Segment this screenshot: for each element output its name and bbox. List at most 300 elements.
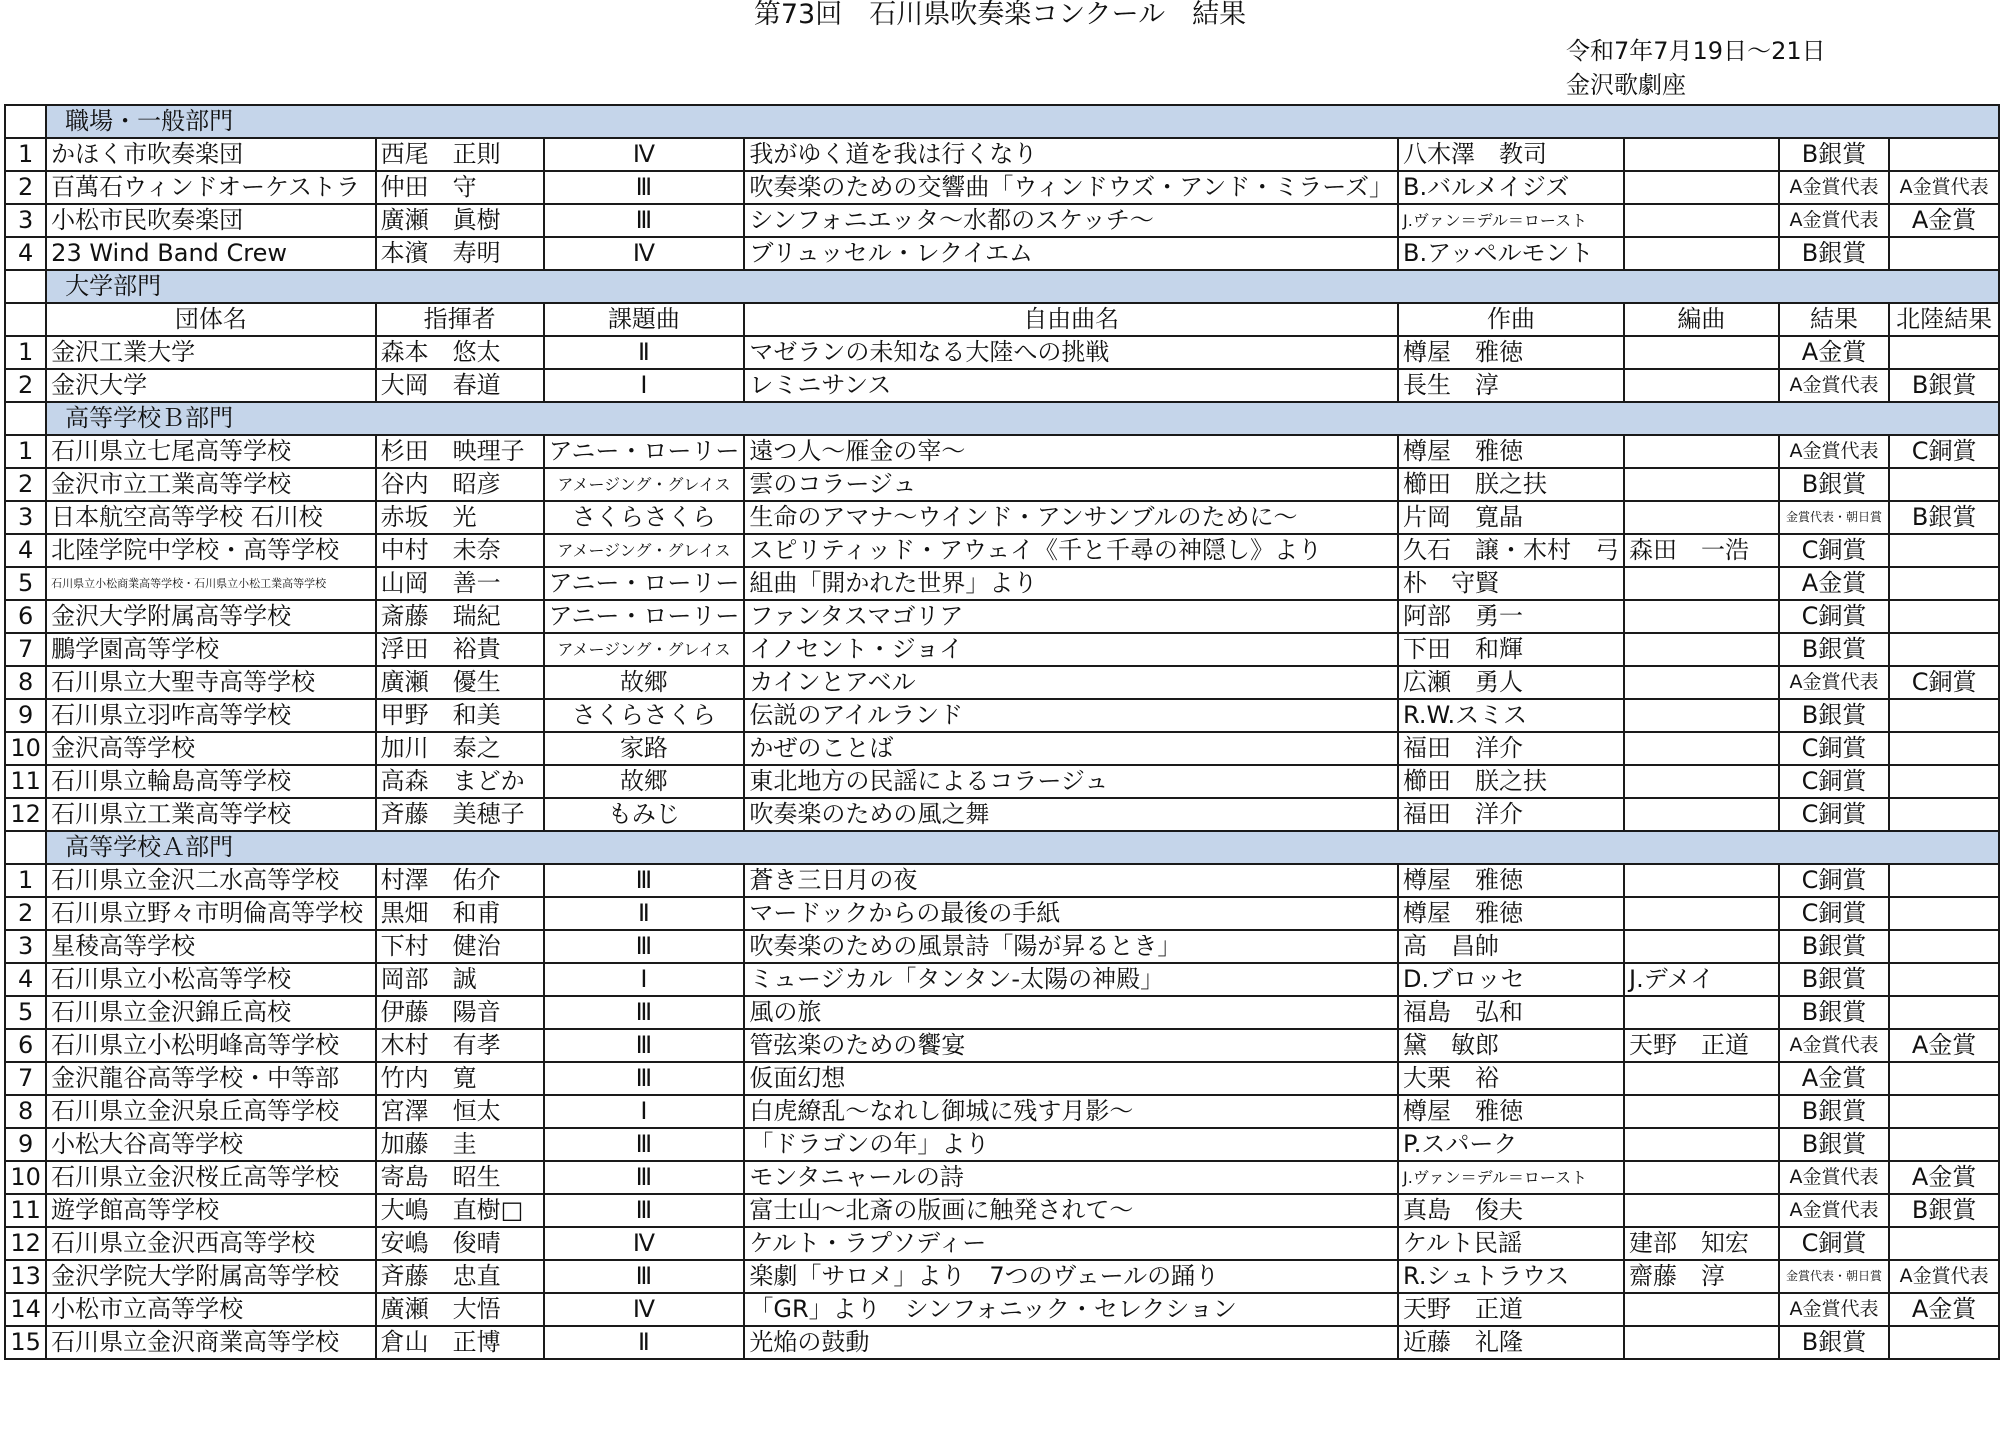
test-piece: Ⅲ <box>544 930 745 963</box>
test-piece: Ⅲ <box>544 1194 745 1227</box>
composer-name: 福田 洋介 <box>1398 798 1624 831</box>
test-piece: Ⅳ <box>544 1227 745 1260</box>
table-row <box>5 369 1999 402</box>
arranger-name <box>1624 1062 1779 1095</box>
section-title: 大学部門 <box>46 270 1999 303</box>
section-blank-cell <box>5 402 46 435</box>
result: A金賞代表 <box>1779 171 1889 204</box>
section-blank-cell <box>5 270 46 303</box>
composer-name: R.W.スミス <box>1398 699 1624 732</box>
test-piece: さくらさくら <box>544 501 745 534</box>
row-number: 2 <box>5 369 46 402</box>
conductor-name: 本濱 寿明 <box>376 237 544 270</box>
composer-name: 樽屋 雅徳 <box>1398 336 1624 369</box>
composer-name: 真島 俊夫 <box>1398 1194 1624 1227</box>
test-piece: Ⅳ <box>544 237 745 270</box>
free-piece: 楽劇「サロメ」より 7つのヴェールの踊り <box>744 1260 1398 1293</box>
conductor-name: 寄島 昭生 <box>376 1161 544 1194</box>
arranger-name <box>1624 171 1779 204</box>
group-name: 金沢大学 <box>46 369 375 402</box>
arranger-name: 建部 知宏 <box>1624 1227 1779 1260</box>
test-piece: アメージング・グレイス <box>544 633 745 666</box>
composer-name: 樽屋 雅徳 <box>1398 897 1624 930</box>
arranger-name <box>1624 501 1779 534</box>
conductor-name: 斎藤 瑞紀 <box>376 600 544 633</box>
result: A金賞代表 <box>1779 1029 1889 1062</box>
arranger-name <box>1624 435 1779 468</box>
result: C銅賞 <box>1779 798 1889 831</box>
arranger-name <box>1624 1128 1779 1161</box>
free-piece: 吹奏楽のための風景詩「陽が昇るとき」 <box>744 930 1398 963</box>
test-piece: Ⅲ <box>544 1062 745 1095</box>
conductor-name: 山岡 善一 <box>376 567 544 600</box>
row-number: 2 <box>5 897 46 930</box>
section-title: 高等学校Ａ部門 <box>46 831 1999 864</box>
conductor-name: 竹内 寛 <box>376 1062 544 1095</box>
test-piece: アニー・ローリー <box>544 435 745 468</box>
result: A金賞代表 <box>1779 1194 1889 1227</box>
arranger-name: 森田 一浩 <box>1624 534 1779 567</box>
table-row <box>5 1260 1999 1293</box>
table-row <box>5 600 1999 633</box>
row-number: 3 <box>5 501 46 534</box>
free-piece: かぜのことば <box>744 732 1398 765</box>
test-piece: Ⅰ <box>544 369 745 402</box>
table-row <box>5 699 1999 732</box>
test-piece: Ⅲ <box>544 864 745 897</box>
result: C銅賞 <box>1779 534 1889 567</box>
composer-name: 広瀬 勇人 <box>1398 666 1624 699</box>
arranger-name <box>1624 666 1779 699</box>
conductor-name: 大嶋 直樹□ <box>376 1194 544 1227</box>
test-piece: Ⅲ <box>544 1260 745 1293</box>
composer-name: 長生 淳 <box>1398 369 1624 402</box>
conductor-name: 廣瀬 大悟 <box>376 1293 544 1326</box>
result: A金賞代表 <box>1779 1161 1889 1194</box>
conductor-name: 加川 泰之 <box>376 732 544 765</box>
composer-name: 阿部 勇一 <box>1398 600 1624 633</box>
table-row <box>5 1194 1999 1227</box>
header-composer: 作曲 <box>1398 303 1624 336</box>
row-number: 8 <box>5 1095 46 1128</box>
arranger-name <box>1624 1194 1779 1227</box>
free-piece: 吹奏楽のための交響曲「ウィンドウズ・アンド・ミラーズ」 <box>744 171 1398 204</box>
group-name: 遊学館高等学校 <box>46 1194 375 1227</box>
test-piece: 故郷 <box>544 765 745 798</box>
row-number: 11 <box>5 1194 46 1227</box>
conductor-name: 宮澤 恒太 <box>376 1095 544 1128</box>
group-name: 石川県立金沢商業高等学校 <box>46 1326 375 1359</box>
test-piece: Ⅲ <box>544 1128 745 1161</box>
table-row <box>5 996 1999 1029</box>
hokuriku-result <box>1889 996 1999 1029</box>
row-number: 11 <box>5 765 46 798</box>
hokuriku-result <box>1889 765 1999 798</box>
free-piece: 吹奏楽のための風之舞 <box>744 798 1398 831</box>
conductor-name: 廣瀬 優生 <box>376 666 544 699</box>
free-piece: マードックからの最後の手紙 <box>744 897 1398 930</box>
arranger-name <box>1624 996 1779 1029</box>
result: A金賞代表 <box>1779 369 1889 402</box>
section-blank-cell <box>5 831 46 864</box>
arranger-name <box>1624 897 1779 930</box>
result: B銀賞 <box>1779 237 1889 270</box>
composer-name: 天野 正道 <box>1398 1293 1624 1326</box>
group-name: 小松市立高等学校 <box>46 1293 375 1326</box>
row-number: 3 <box>5 930 46 963</box>
free-piece: スピリティッド・アウェイ《千と千尋の神隠し》より <box>744 534 1398 567</box>
conductor-name: 高森 まどか <box>376 765 544 798</box>
group-name: 金沢工業大学 <box>46 336 375 369</box>
table-row <box>5 666 1999 699</box>
free-piece: モンタニャールの詩 <box>744 1161 1398 1194</box>
arranger-name: J.デメイ <box>1624 963 1779 996</box>
hokuriku-result <box>1889 567 1999 600</box>
arranger-name <box>1624 204 1779 237</box>
header-blank-cell <box>5 303 46 336</box>
row-number: 12 <box>5 798 46 831</box>
hokuriku-result <box>1889 1128 1999 1161</box>
free-piece: 風の旅 <box>744 996 1398 1029</box>
conductor-name: 下村 健治 <box>376 930 544 963</box>
test-piece: Ⅲ <box>544 204 745 237</box>
hokuriku-result <box>1889 237 1999 270</box>
table-row <box>5 1029 1999 1062</box>
conductor-name: 黒畑 和甫 <box>376 897 544 930</box>
free-piece: 組曲「開かれた世界」より <box>744 567 1398 600</box>
table-row <box>5 237 1999 270</box>
hokuriku-result: C銅賞 <box>1889 435 1999 468</box>
group-name: 鵬学園高等学校 <box>46 633 375 666</box>
row-number: 13 <box>5 1260 46 1293</box>
arranger-name <box>1624 369 1779 402</box>
header-conductor: 指揮者 <box>376 303 544 336</box>
table-row <box>5 1161 1999 1194</box>
arranger-name <box>1624 1095 1779 1128</box>
hokuriku-result <box>1889 897 1999 930</box>
conductor-name: 甲野 和美 <box>376 699 544 732</box>
test-piece: Ⅲ <box>544 996 745 1029</box>
composer-name: 樽屋 雅徳 <box>1398 1095 1624 1128</box>
hokuriku-result <box>1889 864 1999 897</box>
group-name: 石川県立小松商業高等学校・石川県立小松工業高等学校 <box>46 567 375 600</box>
table-row <box>5 1095 1999 1128</box>
free-piece: レミニサンス <box>744 369 1398 402</box>
hokuriku-result <box>1889 600 1999 633</box>
header-arranger: 編曲 <box>1624 303 1779 336</box>
composer-name: B.バルメイジズ <box>1398 171 1624 204</box>
hokuriku-result <box>1889 798 1999 831</box>
row-number: 3 <box>5 204 46 237</box>
composer-name: B.アッペルモント <box>1398 237 1624 270</box>
result: C銅賞 <box>1779 732 1889 765</box>
table-row <box>5 732 1999 765</box>
hokuriku-result: A金賞 <box>1889 204 1999 237</box>
result: A金賞 <box>1779 1062 1889 1095</box>
conductor-name: 倉山 正博 <box>376 1326 544 1359</box>
table-row <box>5 1062 1999 1095</box>
free-piece: 仮面幻想 <box>744 1062 1398 1095</box>
group-name: かほく市吹奏楽団 <box>46 138 375 171</box>
table-header-row <box>5 303 1999 336</box>
arranger-name <box>1624 633 1779 666</box>
group-name: 石川県立金沢二水高等学校 <box>46 864 375 897</box>
table-row <box>5 1227 1999 1260</box>
free-piece: 富士山～北斎の版画に触発されて～ <box>744 1194 1398 1227</box>
table-row <box>5 534 1999 567</box>
table-row <box>5 765 1999 798</box>
result: B銀賞 <box>1779 1095 1889 1128</box>
test-piece: Ⅳ <box>544 1293 745 1326</box>
composer-name: 福島 弘和 <box>1398 996 1624 1029</box>
hokuriku-result: B銀賞 <box>1889 369 1999 402</box>
conductor-name: 斉藤 美穂子 <box>376 798 544 831</box>
row-number: 9 <box>5 699 46 732</box>
conductor-name: 廣瀬 眞樹 <box>376 204 544 237</box>
group-name: 石川県立大聖寺高等学校 <box>46 666 375 699</box>
row-number: 8 <box>5 666 46 699</box>
row-number: 5 <box>5 996 46 1029</box>
result: B銀賞 <box>1779 996 1889 1029</box>
composer-name: 黛 敏郎 <box>1398 1029 1624 1062</box>
result: C銅賞 <box>1779 765 1889 798</box>
composer-name: 櫛田 朕之扶 <box>1398 765 1624 798</box>
hokuriku-result <box>1889 1062 1999 1095</box>
test-piece: アニー・ローリー <box>544 600 745 633</box>
test-piece: Ⅲ <box>544 1029 745 1062</box>
arranger-name <box>1624 237 1779 270</box>
table-row <box>5 1293 1999 1326</box>
composer-name: 八木澤 教司 <box>1398 138 1624 171</box>
free-piece: シンフォニエッタ～水都のスケッチ～ <box>744 204 1398 237</box>
conductor-name: 加藤 圭 <box>376 1128 544 1161</box>
result: A金賞代表 <box>1779 666 1889 699</box>
conductor-name: 木村 有孝 <box>376 1029 544 1062</box>
test-piece: Ⅱ <box>544 336 745 369</box>
group-name: 石川県立工業高等学校 <box>46 798 375 831</box>
group-name: 石川県立小松高等学校 <box>46 963 375 996</box>
free-piece: カインとアベル <box>744 666 1398 699</box>
group-name: 金沢龍谷高等学校・中等部 <box>46 1062 375 1095</box>
group-name: 石川県立七尾高等学校 <box>46 435 375 468</box>
header-free: 自由曲名 <box>744 303 1398 336</box>
table-row <box>5 1128 1999 1161</box>
composer-name: ケルト民謡 <box>1398 1227 1624 1260</box>
row-number: 7 <box>5 1062 46 1095</box>
test-piece: Ⅰ <box>544 1095 745 1128</box>
free-piece: 蒼き三日月の夜 <box>744 864 1398 897</box>
hokuriku-result <box>1889 732 1999 765</box>
hokuriku-result: A金賞代表 <box>1889 171 1999 204</box>
composer-name: 下田 和輝 <box>1398 633 1624 666</box>
hokuriku-result <box>1889 633 1999 666</box>
group-name: 石川県立金沢桜丘高等学校 <box>46 1161 375 1194</box>
section-title: 高等学校Ｂ部門 <box>46 402 1999 435</box>
conductor-name: 岡部 誠 <box>376 963 544 996</box>
group-name: 小松市民吹奏楽団 <box>46 204 375 237</box>
free-piece: 光焔の鼓動 <box>744 1326 1398 1359</box>
conductor-name: 伊藤 陽音 <box>376 996 544 1029</box>
free-piece: マゼランの未知なる大陸への挑戦 <box>744 336 1398 369</box>
hokuriku-result <box>1889 336 1999 369</box>
arranger-name: 齋藤 淳 <box>1624 1260 1779 1293</box>
row-number: 4 <box>5 963 46 996</box>
group-name: 石川県立金沢錦丘高校 <box>46 996 375 1029</box>
row-number: 7 <box>5 633 46 666</box>
test-piece: Ⅱ <box>544 1326 745 1359</box>
conductor-name: 村澤 佑介 <box>376 864 544 897</box>
arranger-name <box>1624 138 1779 171</box>
composer-name: D.ブロッセ <box>1398 963 1624 996</box>
hokuriku-result: A金賞代表 <box>1889 1260 1999 1293</box>
result: C銅賞 <box>1779 864 1889 897</box>
free-piece: 生命のアマナ～ウインド・アンサンブルのために～ <box>744 501 1398 534</box>
free-piece: イノセント・ジョイ <box>744 633 1398 666</box>
row-number: 12 <box>5 1227 46 1260</box>
table-row <box>5 204 1999 237</box>
table-row <box>5 930 1999 963</box>
hokuriku-result <box>1889 1326 1999 1359</box>
row-number: 2 <box>5 171 46 204</box>
composer-name: 樽屋 雅徳 <box>1398 864 1624 897</box>
row-number: 6 <box>5 600 46 633</box>
result: C銅賞 <box>1779 1227 1889 1260</box>
arranger-name <box>1624 732 1779 765</box>
free-piece: 「ドラゴンの年」より <box>744 1128 1398 1161</box>
arranger-name <box>1624 699 1779 732</box>
row-number: 14 <box>5 1293 46 1326</box>
composer-name: 福田 洋介 <box>1398 732 1624 765</box>
arranger-name: 天野 正道 <box>1624 1029 1779 1062</box>
group-name: 石川県立野々市明倫高等学校 <box>46 897 375 930</box>
result: B銀賞 <box>1779 699 1889 732</box>
row-number: 10 <box>5 1161 46 1194</box>
table-row <box>5 435 1999 468</box>
table-row <box>5 501 1999 534</box>
free-piece: 管弦楽のための饗宴 <box>744 1029 1398 1062</box>
row-number: 6 <box>5 1029 46 1062</box>
group-name: 金沢市立工業高等学校 <box>46 468 375 501</box>
result: B銀賞 <box>1779 1326 1889 1359</box>
hokuriku-result <box>1889 138 1999 171</box>
row-number: 2 <box>5 468 46 501</box>
group-name: 北陸学院中学校・高等学校 <box>46 534 375 567</box>
result: B銀賞 <box>1779 963 1889 996</box>
group-name: 23 Wind Band Crew <box>46 237 375 270</box>
row-number: 15 <box>5 1326 46 1359</box>
result: B銀賞 <box>1779 138 1889 171</box>
result: A金賞代表 <box>1779 204 1889 237</box>
free-piece: ブリュッセル・レクイエム <box>744 237 1398 270</box>
free-piece: ケルト・ラプソディー <box>744 1227 1398 1260</box>
result: B銀賞 <box>1779 1128 1889 1161</box>
composer-name: P.スパーク <box>1398 1128 1624 1161</box>
result: A金賞代表 <box>1779 435 1889 468</box>
table-row <box>5 864 1999 897</box>
composer-name: J.ヴァン＝デル＝ロースト <box>1398 1161 1624 1194</box>
test-piece: もみじ <box>544 798 745 831</box>
free-piece: 雲のコラージュ <box>744 468 1398 501</box>
arranger-name <box>1624 864 1779 897</box>
hokuriku-result <box>1889 468 1999 501</box>
result: A金賞 <box>1779 567 1889 600</box>
group-name: 石川県立羽咋高等学校 <box>46 699 375 732</box>
group-name: 金沢学院大学附属高等学校 <box>46 1260 375 1293</box>
group-name: 小松大谷高等学校 <box>46 1128 375 1161</box>
hokuriku-result: C銅賞 <box>1889 666 1999 699</box>
header-test: 課題曲 <box>544 303 745 336</box>
test-piece: さくらさくら <box>544 699 745 732</box>
composer-name: 近藤 礼隆 <box>1398 1326 1624 1359</box>
conductor-name: 仲田 守 <box>376 171 544 204</box>
arranger-name <box>1624 930 1779 963</box>
row-number: 1 <box>5 138 46 171</box>
composer-name: 大栗 裕 <box>1398 1062 1624 1095</box>
row-number: 1 <box>5 864 46 897</box>
table-row <box>5 336 1999 369</box>
conductor-name: 中村 未奈 <box>376 534 544 567</box>
conductor-name: 谷内 昭彦 <box>376 468 544 501</box>
hokuriku-result: B銀賞 <box>1889 1194 1999 1227</box>
result: 金賞代表・朝日賞 <box>1779 1260 1889 1293</box>
composer-name: 櫛田 朕之扶 <box>1398 468 1624 501</box>
header-group: 団体名 <box>46 303 375 336</box>
conductor-name: 赤坂 光 <box>376 501 544 534</box>
group-name: 石川県立金沢泉丘高等学校 <box>46 1095 375 1128</box>
row-number: 1 <box>5 336 46 369</box>
event-meta <box>1566 34 1826 102</box>
free-piece: 東北地方の民謡によるコラージュ <box>744 765 1398 798</box>
table-row <box>5 963 1999 996</box>
test-piece: Ⅲ <box>544 171 745 204</box>
free-piece: 「GR」より シンフォニック・セレクション <box>744 1293 1398 1326</box>
arranger-name <box>1624 468 1779 501</box>
hokuriku-result <box>1889 699 1999 732</box>
conductor-name: 安嶋 俊晴 <box>376 1227 544 1260</box>
test-piece: 家路 <box>544 732 745 765</box>
row-number: 4 <box>5 237 46 270</box>
arranger-name <box>1624 798 1779 831</box>
hokuriku-result: A金賞 <box>1889 1161 1999 1194</box>
result: C銅賞 <box>1779 897 1889 930</box>
section-row <box>5 270 1999 303</box>
row-number: 9 <box>5 1128 46 1161</box>
group-name: 石川県立金沢西高等学校 <box>46 1227 375 1260</box>
composer-name: 久石 譲・木村 弓 <box>1398 534 1624 567</box>
arranger-name <box>1624 336 1779 369</box>
free-piece: ファンタスマゴリア <box>744 600 1398 633</box>
arranger-name <box>1624 765 1779 798</box>
result: B銀賞 <box>1779 633 1889 666</box>
composer-name: 高 昌帥 <box>1398 930 1624 963</box>
conductor-name: 森本 悠太 <box>376 336 544 369</box>
conductor-name: 杉田 映理子 <box>376 435 544 468</box>
conductor-name: 大岡 春道 <box>376 369 544 402</box>
header-hokuriku: 北陸結果 <box>1889 303 1999 336</box>
result: C銅賞 <box>1779 600 1889 633</box>
group-name: 石川県立小松明峰高等学校 <box>46 1029 375 1062</box>
hokuriku-result <box>1889 1227 1999 1260</box>
result: A金賞代表 <box>1779 1293 1889 1326</box>
test-piece: Ⅱ <box>544 897 745 930</box>
row-number: 4 <box>5 534 46 567</box>
table-row <box>5 633 1999 666</box>
test-piece: Ⅳ <box>544 138 745 171</box>
table-row <box>5 468 1999 501</box>
hokuriku-result: A金賞 <box>1889 1293 1999 1326</box>
hokuriku-result: B銀賞 <box>1889 501 1999 534</box>
composer-name: 片岡 寛晶 <box>1398 501 1624 534</box>
